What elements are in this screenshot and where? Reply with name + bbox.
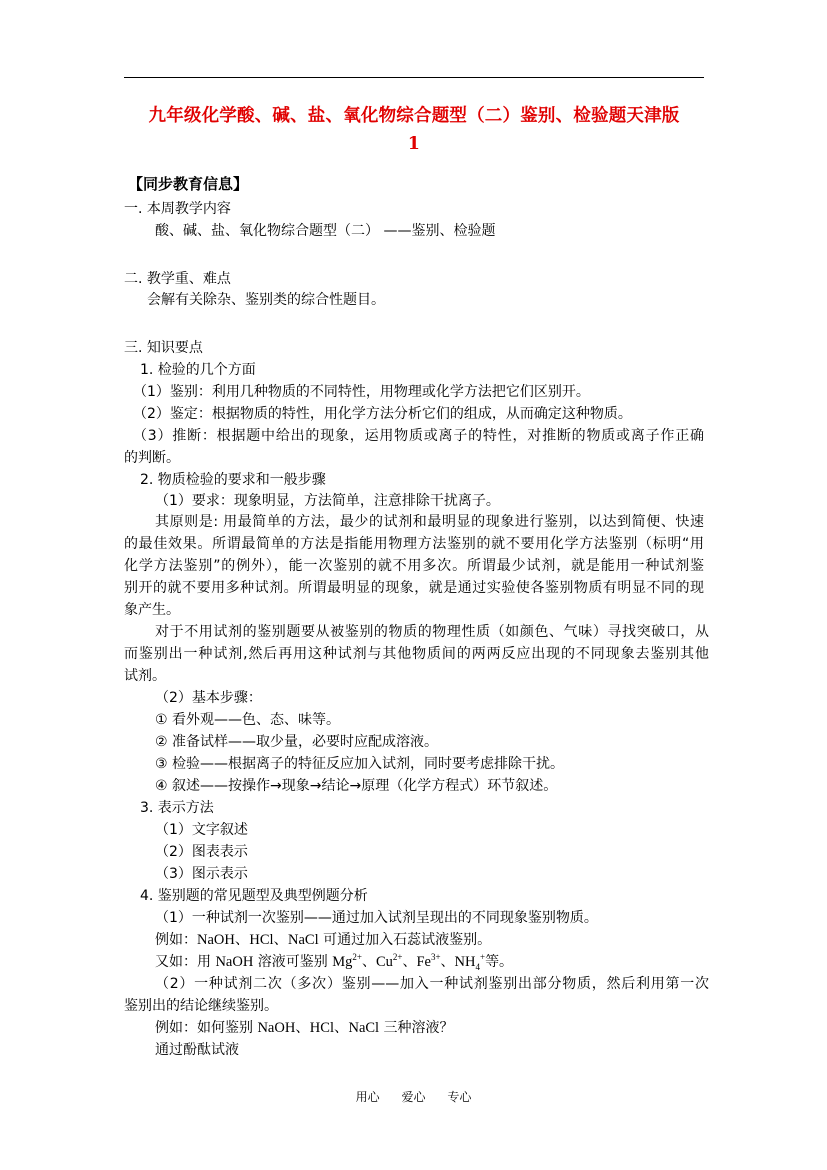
section-3-heading: 三. 知识要点: [124, 340, 203, 356]
section-1-content: 酸、碱、盐、氧化物综合题型（二） ——鉴别、检验题: [155, 223, 496, 239]
example-2-prefix: 又如：用: [155, 954, 216, 970]
method-figure: （3）图示表示: [155, 866, 248, 882]
example-2-mid: 溶液可鉴别: [253, 954, 333, 970]
title-line-2: 1: [407, 134, 421, 154]
example-2-reagent: NaOH: [215, 954, 254, 970]
ion-sep-2: 、: [402, 954, 417, 970]
ion-cu: $Cu^{2+}$: [375, 952, 403, 970]
point-1-item-3-cont: 的判断。: [124, 450, 180, 466]
example-1-suffix: 可通过加入石蕊试液鉴别。: [318, 932, 492, 948]
footer-word-1: 用心: [355, 1090, 380, 1104]
section-2-heading: 二. 教学重、难点: [124, 271, 231, 287]
no-reagent-line-1: 对于不用试剂的鉴别题要从被鉴别的物质的物理性质（如颜色、气味）寻找突破口，从: [155, 624, 709, 640]
title-line-1: 九年级化学酸、碱、盐、氧化物综合题型（二）鉴别、检验题天津版: [148, 106, 680, 126]
method-table: （2）图表表示: [155, 844, 248, 860]
section-2-content: 会解有关除杂、鉴别类的综合性题目。: [147, 292, 385, 308]
footer-word-2: 爱心: [401, 1090, 426, 1104]
example-2: [155, 952, 513, 972]
example-3-formulas: NaOH、HCl、NaCl: [257, 1020, 380, 1036]
ion-nh4: $NH_4^+$: [454, 952, 486, 972]
point-2-heading: 2. 物质检验的要求和一般步骤: [140, 472, 326, 488]
example-1: [155, 930, 491, 950]
page-footer: [0, 1088, 827, 1105]
example-2-end: 等。: [485, 954, 514, 970]
no-reagent-line-2: 而鉴别出一种试剂,然后再用这种试剂与其他物质间的两两反应出现的不同现象去鉴别其他: [124, 646, 709, 662]
principle-line-1: 其原则是: 用最简单的方法，最少的试剂和最明显的现象进行鉴别，以达到简便、快速: [155, 514, 704, 530]
type-2-line-2: 鉴别出的结论继续鉴别。: [124, 998, 278, 1014]
footer-word-3: 专心: [447, 1090, 472, 1104]
point-1-item-3: （3）推断：根据题中给出的现象，运用物质或离子的特性，对推断的物质或离子作正确: [133, 428, 704, 444]
document-title: [124, 102, 704, 158]
example-3-prefix: 例如：如何鉴别: [155, 1020, 258, 1036]
point-4-heading: 4. 鉴别题的常见题型及典型例题分析: [140, 888, 368, 904]
example-3-suffix: 三种溶液？: [379, 1020, 454, 1036]
ion-sep-1: 、: [361, 954, 376, 970]
point-3-heading: 3. 表示方法: [140, 800, 214, 816]
point-1-item-2: （2）鉴定：根据物质的特性，用化学方法分析它们的组成，从而确定这种物质。: [133, 406, 632, 422]
method-text: （1）文字叙述: [155, 822, 248, 838]
example-4: 通过酚酞试液: [155, 1042, 239, 1058]
ion-mg: $Mg^{2+}$: [332, 952, 362, 970]
point-1-heading: 1. 检验的几个方面: [140, 362, 256, 378]
step-3: ③ 检验——根据离子的特征反应加入试剂，同时要考虑排除干扰。: [155, 756, 564, 772]
point-1-item-1: （1）鉴别：利用几种物质的不同特性，用物理或化学方法把它们区别开。: [133, 384, 590, 400]
requirement-line: （1）要求：现象明显，方法简单，注意排除干扰离子。: [155, 493, 500, 509]
principle-line-4: 别开的就不要用多种试剂。所谓最明显的现象，就是通过实验使各鉴别物质有明显不同的现: [124, 580, 704, 596]
no-reagent-line-3: 试剂。: [124, 668, 166, 684]
step-2: ② 准备试样——取少量，必要时应配成溶液。: [155, 734, 438, 750]
ion-fe: $Fe^{3+}$: [416, 952, 441, 970]
ion-sep-3: 、: [440, 954, 455, 970]
type-1-line: （1）一种试剂一次鉴别——通过加入试剂呈现出的不同现象鉴别物质。: [155, 910, 598, 926]
example-1-prefix: 例如：: [155, 932, 197, 948]
principle-line-3: 化学方法鉴别”的例外），能一次鉴别的就不用多次。所谓最少试剂，就是能用一种试剂鉴: [124, 558, 704, 574]
principle-line-2: 的最佳效果。所谓最简单的方法是指能用物理方法鉴别的就不要用化学方法鉴别（标明“用: [124, 536, 704, 552]
type-2-line-1: （2）一种试剂二次（多次）鉴别——加入一种试剂鉴别出部分物质，然后利用第一次: [155, 976, 709, 992]
header-rule: [124, 77, 704, 78]
section-1-heading: 一. 本周教学内容: [124, 201, 231, 217]
info-header: 【同步教育信息】: [128, 175, 249, 193]
example-3: [155, 1018, 454, 1038]
steps-heading: （2）基本步骤：: [155, 690, 262, 706]
principle-line-5: 象产生。: [124, 602, 180, 618]
step-4: ④ 叙述——按操作→现象→结论→原理（化学方程式）环节叙述。: [155, 778, 558, 794]
step-1: ① 看外观——色、态、味等。: [155, 712, 341, 728]
example-1-formulas: NaOH、HCl、NaCl: [197, 932, 319, 948]
